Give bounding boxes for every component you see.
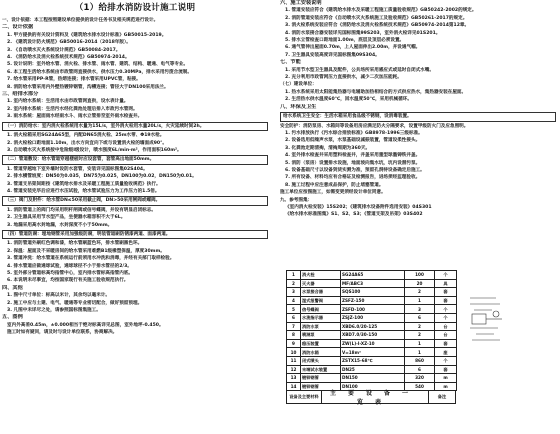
- left-line: 3. 雨水系统：屋面雨水经雨水斗、雨水立管排至室外雨水检查井。: [7, 114, 143, 120]
- right-line: 七、节能: [280, 59, 301, 66]
- table-cell: 12: [287, 365, 301, 374]
- table-row: [287, 365, 457, 374]
- left-line: （一）消防给水：室内消火栓系统用水量为15L/s，室外消火栓用水量20L/s，火灾延续时间2h。: [2, 122, 268, 131]
- left-line: 8. 消防给水管采用内外壁热镀锌钢管，沟槽连接；管径大于DN100采用法兰。: [7, 84, 169, 90]
- right-line: 1. 管道安装应符合《建筑给水排水及采暖工程施工质量验收规范》GB50242-2002的规定。: [285, 8, 477, 14]
- left-line: 3. 管道冲洗：给水管道在系统运行前须用水冲洗和消毒，并经有关部门取样检验。: [7, 256, 175, 262]
- document-title: （1）给排水消防设计施工说明: [74, 3, 196, 13]
- table-cell: 湿式报警阀: [301, 296, 341, 305]
- right-line: 《给水排水标准图集》S1、S2、S3；《管道支架及吊架》03S402: [285, 212, 423, 218]
- right-line: 1. 污水排放执行《污水综合排放标准》GB8978-1996三级标准。: [285, 130, 423, 136]
- left-line: 四、其他: [2, 284, 23, 291]
- table-cell: 个: [435, 305, 457, 314]
- left-line: （三）阀门及附件：给水管DN≤50采用截止阀，DN>50采用闸阀或蝶阀。: [2, 196, 268, 205]
- table-row: [287, 322, 457, 331]
- right-line: 2. 生活热水供水温度60℃，回水温度50℃，采用机械循环。: [285, 97, 412, 103]
- left-line: 3. 《自动喷水灭火系统设计规范》GB50084-2017。: [7, 47, 121, 53]
- left-column: [2, 0, 268, 434]
- table-cell: ZSFD-100: [341, 305, 405, 314]
- right-line: 1. 热水系统采用太阳能集热器与电辅助加热相结合的方式供应热水，集热器安装在屋面。: [285, 89, 467, 95]
- table-cell: 7: [287, 322, 301, 331]
- table-cell: 1: [405, 348, 435, 357]
- table-cell: 20: [405, 279, 435, 288]
- right-line: （七）建设单位：: [280, 82, 317, 88]
- table-cell: 水流指示器: [301, 313, 341, 322]
- left-line: 3. 地漏采用高水封地漏，水封深度不小于50mm。: [7, 222, 113, 228]
- left-line: 4. 《消防给水及消火栓系统技术规范》GB50974-2014。: [7, 55, 130, 61]
- table-cell: 4: [287, 296, 301, 305]
- table-cell: 套: [435, 339, 457, 348]
- table-cell: 2: [287, 279, 301, 288]
- table-cell: 闭式喷头: [301, 356, 341, 365]
- right-line: 4. 消防水泵接合器安装详见国标图集99S203，室外消火栓详见01S201。: [285, 30, 441, 36]
- table-cell: 3: [405, 305, 435, 314]
- right-line: 3. 消火栓系统安装应符合《消防给水及消火栓系统技术规范》GB50974-2014第12章。: [285, 23, 470, 29]
- left-line: 施工时如有疑问，请及时与设计单位联系，协商解决。: [7, 330, 118, 336]
- right-line: 5. 排水立管检查口距地面1.00m，底层及顶层必须设置。: [285, 38, 405, 44]
- table-cell: 9: [287, 339, 301, 348]
- left-line: 7. 给水管采用PP-R管，热熔连接；排水管采用UPVC管，粘接。: [7, 77, 141, 83]
- left-line: 6. 本工程生活给水系统由市政管网直接供水，供水压力0.30MPa，排水采用污废合流制。: [7, 69, 192, 75]
- table-cell: 消防水泵: [301, 322, 341, 331]
- table-cell: 灭火器: [301, 279, 341, 288]
- table-cell: 稳压装置: [301, 339, 341, 348]
- right-line: 2. 设备选用低噪声水泵，水泵基础设减振装置，管道设柔性接头。: [285, 138, 421, 144]
- table-cell: 2: [405, 322, 435, 331]
- table-cell: 末端试水装置: [301, 365, 341, 374]
- table-row: [287, 296, 457, 305]
- left-line: 1. 图中尺寸单位：标高以米计，其余均以毫米计。: [7, 293, 111, 299]
- table-cell: 座: [435, 348, 457, 357]
- left-line: 4. 管道安装完毕后应进行水压试验，给水管试验压力为工作压力的1.5倍。: [7, 188, 160, 194]
- legend-symbol-block: [466, 290, 506, 350]
- table-row: [287, 339, 457, 348]
- table-cell: MF/ABC3: [341, 279, 405, 288]
- table-cell: 镀锌钢管: [301, 382, 341, 391]
- table-cell: 540: [405, 382, 435, 391]
- left-line: 2. 消火栓栓口距地面1.10m，出水方向宜向下或与设置消火栓的墙面成90°。: [7, 140, 167, 146]
- right-line: 八、环保及卫生: [280, 103, 317, 110]
- left-line: 2. 卫生器具采用节水型产品，坐便器水箱容积不大于6L。: [7, 215, 126, 221]
- right-line: 3. 化粪池定期清掏，清掏周期为360天。: [285, 145, 371, 151]
- table-cell: m: [435, 374, 457, 383]
- table-cell: ZSTX15-68℃: [341, 356, 405, 365]
- table-row: [287, 348, 457, 357]
- table-row: [287, 313, 457, 322]
- right-line: 5. 消防（泵房）设置排水设施，地面坡向集水坑，坑内设潜污泵。: [285, 160, 421, 166]
- table-cell: 个: [435, 356, 457, 365]
- table-row: [287, 331, 457, 340]
- left-line: （四）管道防腐：埋地钢管采用加强级防腐，明装管道刷防锈漆两道、面漆两道。: [2, 230, 268, 239]
- left-line: 3. 凡图中未详尽之处，请参照国标图集施工。: [7, 308, 101, 314]
- table-cell: m: [435, 382, 457, 391]
- table-cell: SQS100: [341, 288, 405, 297]
- table-row: [287, 305, 457, 314]
- table-cell: 6: [405, 365, 435, 374]
- right-line: 2. 充分利用市政管网压力直接供水，减少二次加压能耗。: [285, 75, 402, 81]
- right-line: 施工单位应按图施工，如需变更须经设计单位同意。: [280, 190, 386, 196]
- table-cell: 1: [405, 339, 435, 348]
- table-cell: 11: [287, 356, 301, 365]
- left-line: 5. 室外部分管道标高均指管中心，室内排水管标高指管内底。: [7, 271, 133, 276]
- table-cell: 消火栓: [301, 271, 341, 280]
- table-cell: 喷淋泵: [301, 331, 341, 340]
- table-cell: 套: [435, 365, 457, 374]
- table-footer-right: 备注: [428, 391, 455, 403]
- table-cell: V=18m³: [341, 348, 405, 357]
- table-row: [287, 279, 457, 288]
- left-line: 5. 设计说明：室外给水管、消火栓、排水管、雨水管、建筑、结构、暖通、电气等专业。: [7, 62, 189, 68]
- right-line: 6. 设备基础尺寸以设备到货实测为准，预留孔洞待设备确定后施工。: [285, 167, 425, 173]
- right-line: 7. 卫生器具安装高度详见国标图集09S304。: [285, 52, 380, 58]
- table-cell: 具: [435, 279, 457, 288]
- table-cell: 100: [405, 271, 435, 280]
- table-cell: 14: [287, 382, 301, 391]
- left-text-block: [2, 17, 268, 337]
- left-line: （二）管道敷设：给水管道穿越楼板时应设套管，套管高出地面50mm。: [2, 155, 268, 164]
- left-line: 1. 消火栓箱采用SG24A65型，内配DN65消火栓、25m水带、Φ19水枪。: [7, 133, 165, 139]
- table-cell: 套: [435, 296, 457, 305]
- right-line: 给水系统卫生安全：生活水箱采用食品级不锈钢，设消毒装置。: [280, 112, 556, 121]
- left-line: 2. 施工中应与土建、电气、暖通等专业密切配合，做好预留预埋。: [7, 300, 143, 306]
- table-cell: 3: [287, 288, 301, 297]
- table-cell: 13: [287, 374, 301, 383]
- table-cell: 套: [435, 288, 457, 297]
- table-cell: DN25: [341, 365, 405, 374]
- equipment-table: [286, 270, 456, 407]
- table-cell: ZSJZ-100: [341, 313, 405, 322]
- left-line: 4. 排水管道应做通球试验，通球球径不小于排水管径的2/3。: [7, 263, 132, 269]
- table-cell: 个: [435, 313, 457, 322]
- table-footer: [286, 390, 456, 407]
- table-cell: 水泵接合器: [301, 288, 341, 297]
- table-cell: 5: [287, 305, 301, 314]
- left-line: 6. 本说明未尽事宜，均按国家现行有关施工验收规范执行。: [7, 278, 129, 284]
- table-cell: 8: [287, 331, 301, 340]
- right-text-block: [280, 0, 556, 219]
- table-cell: SG24A65: [341, 271, 405, 280]
- table-cell: 台: [435, 331, 457, 340]
- table-cell: 10: [287, 348, 301, 357]
- right-line: 7. 所有设备、材料均应有合格证及检测报告，进场须经监理验收。: [285, 175, 421, 181]
- table-footer-title: 主要设备一览表: [329, 390, 420, 407]
- right-line: 8. 施工过程中应注意成品保护，防止堵塞管道。: [285, 182, 384, 188]
- right-line: 九、参考图集：: [280, 197, 313, 203]
- right-line: 1. 采用节水型卫生器具及配件，公共场所采用感应式或延时自闭式水嘴。: [285, 67, 434, 73]
- legend-symbol-icon: [466, 290, 506, 350]
- table-cell: ZW(L)-I-XZ-10: [341, 339, 405, 348]
- left-line: 五、图例: [2, 314, 23, 321]
- equipment-table-grid: [286, 270, 457, 391]
- left-line: 2. 排水横管坡度：DN50为0.035，DN75为0.025，DN100为0.02，DN150为0.01。: [7, 174, 197, 180]
- table-cell: XBD6.0/20-125: [341, 322, 405, 331]
- table-footer-left: 设备及主要材料: [287, 391, 322, 403]
- left-line: 2. 保温：屋面及不采暖房间的给水管采用难燃B1级橡塑保温，厚度30mm。: [7, 248, 165, 254]
- table-row: [287, 356, 457, 365]
- right-line: 安全防护：消防泵房、水箱间等设备用房应满足防火分隔要求，设置甲级防火门及应急照明。: [280, 123, 469, 129]
- table-cell: 6: [287, 313, 301, 322]
- right-line: 6. 通气管伸出屋面0.70m，上人屋面伸出2.00m，并设通气帽。: [285, 45, 421, 51]
- left-line: 2. 室内排水系统：生活污水经化粪池处理后排入市政污水管网。: [7, 106, 138, 112]
- table-cell: DN100: [341, 382, 405, 391]
- table-row: [287, 271, 457, 280]
- left-line: 2. 《建筑设计防火规范》GB50016-2014（2018年版）。: [7, 40, 131, 46]
- table-cell: XBD7.0/30-150: [341, 331, 405, 340]
- left-line: 1. 消防管道外刷红色调和漆，给水管刷蓝色环，排水管刷黑色环。: [7, 241, 143, 247]
- table-cell: 1: [287, 271, 301, 280]
- left-line: 3. 自动喷水灭火系统按中危险级Ⅰ级设计，喷水强度6L/min·m²，作用面积160m²。: [7, 147, 182, 153]
- table-cell: 信号蝶阀: [301, 305, 341, 314]
- left-line: 3. 管道支吊架间距按《建筑给水排水及采暖工程施工质量验收规范》执行。: [7, 181, 161, 187]
- table-cell: 320: [405, 374, 435, 383]
- left-line: 1. 管道穿越地下室外墙时设防水套管，安装详见国标图集02S404。: [7, 166, 148, 172]
- table-cell: 个: [435, 271, 457, 280]
- table-cell: 1: [405, 296, 435, 305]
- table-cell: 镀锌钢管: [301, 374, 341, 383]
- left-line: 1. 室内给水系统：生活用水由市政管网直供，设水表计量。: [7, 99, 129, 105]
- table-cell: 860: [405, 356, 435, 365]
- table-cell: 台: [435, 322, 457, 331]
- left-line: 1. 甲方提供的有关设计资料及《建筑给水排水设计标准》GB50015-2019。: [7, 32, 167, 38]
- table-cell: 6: [405, 313, 435, 322]
- right-line: 《室内消火栓安装》15S202；《建筑排水设备附件选用安装》04S301: [285, 204, 432, 210]
- left-line: 二、设计依据: [2, 24, 34, 31]
- right-line: 2. 消防管道安装应符合《自动喷水灭火系统施工及验收规范》GB50261-2017的规定。: [285, 15, 468, 21]
- table-cell: ZSFZ-150: [341, 296, 405, 305]
- table-cell: 2: [405, 331, 435, 340]
- left-line: 室内外高差0.45m，±0.000相当于绝对标高详见总图，室外地坪-0.450。: [7, 322, 164, 328]
- table-cell: DN150: [341, 374, 405, 383]
- right-line: 4. 室外排水检查井采用塑料检查井，井盖采用重型球墨铸铁井盖。: [285, 153, 421, 159]
- table-row: [287, 374, 457, 383]
- left-line: 一、设计依据：本工程按照建设单位提供的设计任务书及相关规范进行设计。: [2, 18, 159, 23]
- table-row: [287, 288, 457, 297]
- right-line: 六、施工安装说明: [280, 0, 322, 6]
- table-cell: 2: [405, 288, 435, 297]
- left-line: 三、给排水部分: [2, 91, 39, 98]
- table-cell: 消防水箱: [301, 348, 341, 357]
- left-line: 1. 消防管道上的阀门均采用明杆闸阀或信号蝶阀，并设有明显启闭标志。: [7, 207, 156, 213]
